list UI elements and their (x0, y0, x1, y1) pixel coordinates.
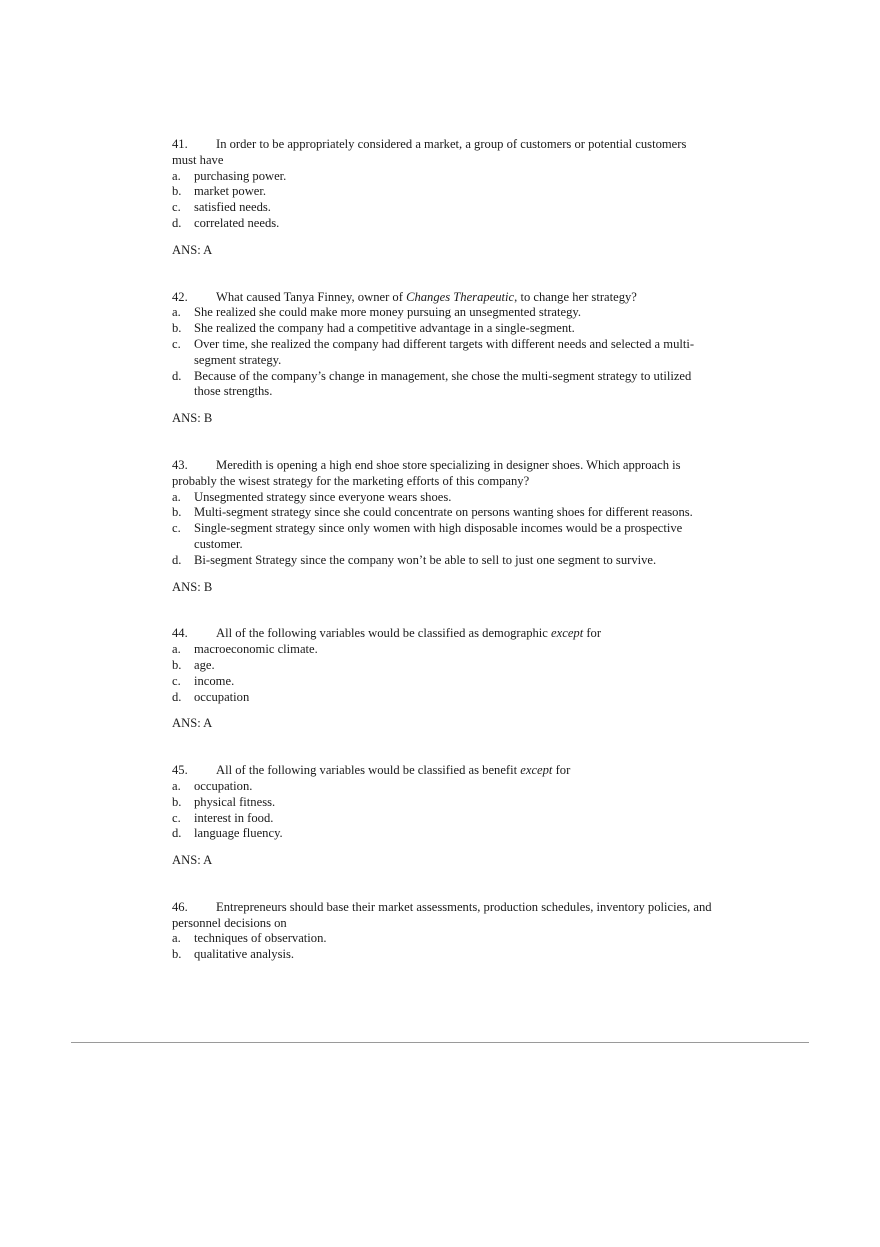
option-text: Single-segment strategy since only women with high disposable incomes would be a prospective customer. (194, 521, 683, 551)
question-stem (172, 290, 712, 306)
stem-text-after: , to change her strategy? (514, 289, 637, 304)
option-text: language fluency. (194, 826, 283, 841)
option-text: She realized she could make more money pursuing an unsegmented strategy. (194, 305, 582, 320)
stem-text-after: for (583, 626, 602, 641)
option-letter: d. (172, 368, 182, 383)
option-letter: b. (172, 657, 182, 672)
page-divider (71, 1042, 809, 1043)
option-b (172, 505, 712, 521)
option-letter: b. (172, 505, 182, 520)
question-number: 43. (172, 457, 188, 472)
option-text: market power. (194, 184, 267, 199)
option-b (172, 658, 712, 674)
option-text: Bi-segment Strategy since the company won’t be able to sell to just one segment to survive. (194, 552, 657, 567)
option-d (172, 369, 712, 401)
option-letter: a. (172, 168, 181, 183)
question-stem (172, 900, 712, 932)
option-letter: d. (172, 826, 182, 841)
question-41 (172, 137, 712, 259)
answer-key: ANS: A (172, 242, 213, 257)
answer-key: ANS: A (172, 716, 213, 731)
option-text: physical fitness. (194, 794, 276, 809)
option-d (172, 826, 712, 842)
option-c (172, 200, 712, 216)
option-text: macroeconomic climate. (194, 642, 318, 657)
option-text: correlated needs. (194, 215, 280, 230)
option-text: Unsegmented strategy since everyone wears shoes. (194, 489, 452, 504)
option-letter: d. (172, 552, 182, 567)
option-letter: d. (172, 689, 182, 704)
option-text: techniques of observation. (194, 931, 327, 946)
question-number: 41. (172, 137, 188, 151)
option-d (172, 216, 712, 232)
question-43 (172, 458, 712, 595)
option-letter: c. (172, 521, 181, 536)
option-a (172, 490, 712, 506)
option-text: Over time, she realized the company had different targets with different needs and selected a multi-segment strategy. (194, 336, 695, 367)
question-stem (172, 626, 712, 642)
question-stem (172, 458, 712, 490)
option-letter: b. (172, 184, 182, 199)
option-c (172, 674, 712, 690)
question-number: 42. (172, 289, 188, 304)
answer-key: ANS: B (172, 579, 213, 594)
option-text: Because of the company’s change in management, she chose the multi-segment strategy to utilized those strengths. (194, 368, 692, 399)
stem-text: Entrepreneurs should base their market assessments, production schedules, inventory policies, and personnel decisions on (172, 899, 712, 930)
option-text: satisfied needs. (194, 200, 271, 215)
stem-italic-text: except (551, 626, 584, 641)
option-letter: c. (172, 336, 181, 351)
option-letter: c. (172, 673, 181, 688)
stem-italic-text: Changes Therapeutic (406, 289, 515, 304)
question-page (172, 137, 712, 963)
option-letter: d. (172, 215, 182, 230)
answer-key: ANS: A (172, 853, 213, 868)
question-number: 46. (172, 899, 188, 914)
option-a (172, 642, 712, 658)
option-a (172, 169, 712, 185)
option-text: occupation. (194, 778, 253, 793)
option-a (172, 931, 712, 947)
option-letter: b. (172, 321, 182, 336)
option-d (172, 553, 712, 569)
stem-text: All of the following variables would be classified as benefit (216, 763, 521, 778)
option-letter: b. (172, 947, 182, 962)
option-letter: a. (172, 642, 181, 657)
option-b (172, 795, 712, 811)
option-b (172, 947, 712, 963)
stem-text: In order to be appropriately considered a market, a group of customers or potential customers must have (172, 137, 687, 167)
question-stem (172, 763, 712, 779)
option-letter: a. (172, 489, 181, 504)
option-c (172, 337, 712, 369)
option-a (172, 779, 712, 795)
option-b (172, 184, 712, 200)
stem-text: Meredith is opening a high end shoe store specializing in designer shoes. Which approach is probably the wisest strategy for the marketing efforts of this company? (172, 457, 681, 488)
option-letter: c. (172, 810, 181, 825)
option-letter: a. (172, 931, 181, 946)
option-letter: c. (172, 200, 181, 215)
option-c (172, 811, 712, 827)
option-letter: a. (172, 305, 181, 320)
question-number: 44. (172, 626, 188, 641)
stem-text-after: for (552, 763, 571, 778)
question-number: 45. (172, 763, 188, 778)
option-text: interest in food. (194, 810, 274, 825)
option-text: occupation (194, 689, 250, 704)
option-c (172, 521, 712, 553)
question-stem (172, 137, 712, 169)
question-45 (172, 763, 712, 869)
option-text: income. (194, 673, 235, 688)
option-text: qualitative analysis. (194, 947, 295, 962)
option-letter: b. (172, 794, 182, 809)
option-text: She realized the company had a competitive advantage in a single-segment. (194, 321, 575, 336)
option-b (172, 321, 712, 337)
question-46 (172, 900, 712, 963)
stem-italic-text: except (520, 763, 553, 778)
question-44 (172, 626, 712, 732)
answer-key: ANS: B (172, 411, 213, 426)
stem-text: What caused Tanya Finney, owner of (216, 289, 407, 304)
question-42 (172, 290, 712, 427)
option-d (172, 690, 712, 706)
option-text: purchasing power. (194, 168, 287, 183)
option-text: age. (194, 657, 215, 672)
option-text: Multi-segment strategy since she could concentrate on persons wanting shoes for different reasons. (194, 505, 693, 520)
option-letter: a. (172, 778, 181, 793)
option-a (172, 305, 712, 321)
stem-text: All of the following variables would be classified as demographic (216, 626, 552, 641)
